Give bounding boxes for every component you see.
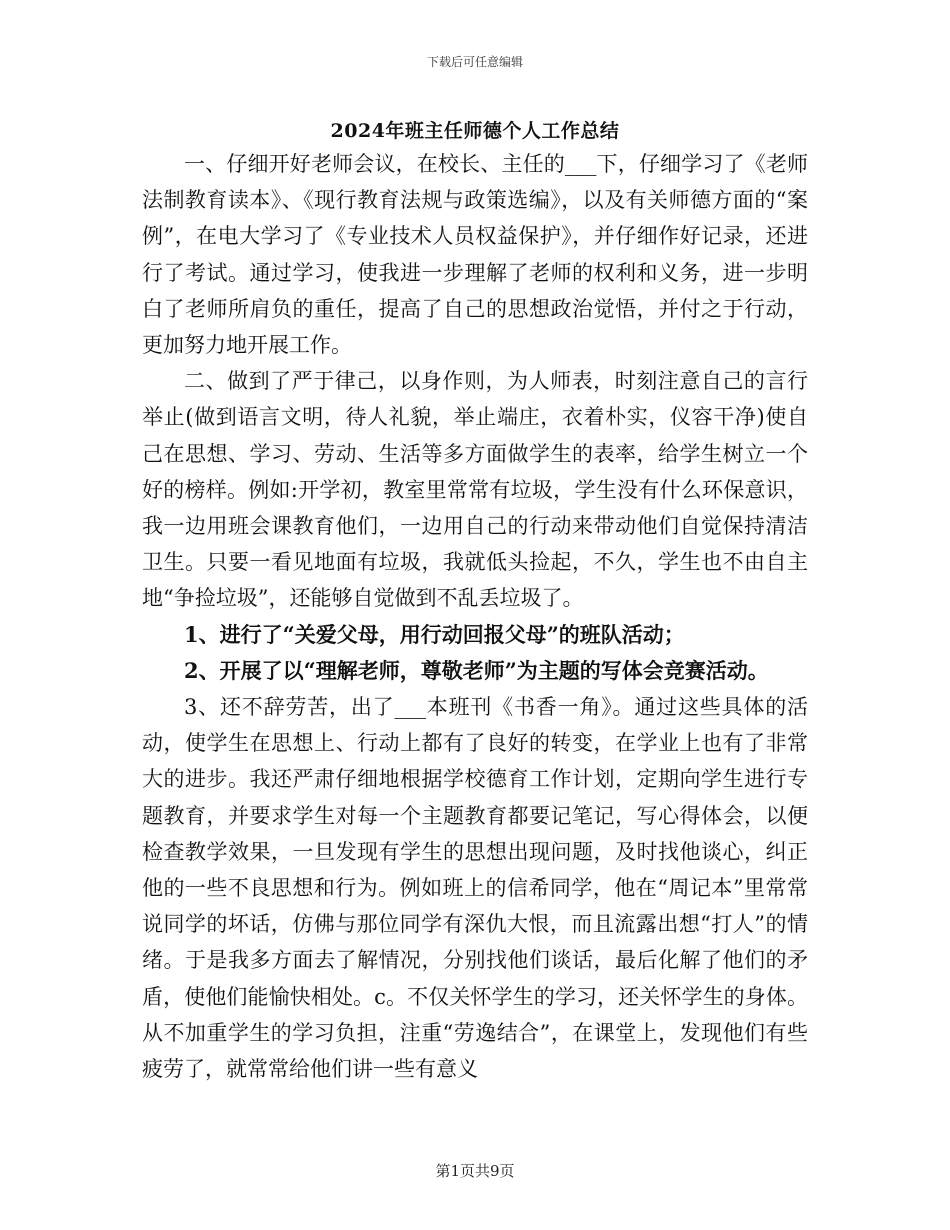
download-note: 下载后可任意编辑 — [426, 55, 523, 69]
paragraph-2: 二、做到了严于律己，以身作则，为人师表，时刻注意自己的言行举止(做到语言文明，待人礼貌，举止端庄，衣着朴实，仪容干净)使自己在思想、学习、劳动、生活等多方面做学生的表率，给学生树立一个好的榜样。例如:开学初，教室里常常有垃圾，学生没有什么环保意识，我一边用班会课教育他们，一边用自己的行动来带动他们自觉保持清洁卫生。只要一看见地面有垃圾，我就低头捡起，不久，学生也不由自主地“争捡垃圾”，还能够自觉做到不乱丢垃圾了。 — [142, 369, 808, 611]
paragraph-3: 3、还不辞劳苦，出了___本班刊《书香一角》。通过这些具体的活动，使学生在思想上、行动上都有了良好的转变，在学业上也有了非常大的进步。我还严肃仔细地根据学校德育工作计划，定期向学生进行专题教育，并要求学生对每一个主题教育都要记笔记，写心得体会，以便检查教学效果，一旦发现有学生的思想出现问题，及时找他谈心，纠正他的一些不良思想和行为。例如班上的信希同学，他在“周记本”里常常说同学的坏话，仿佛与那位同学有深仇大恨，而且流露出想“打人”的情绪。于是我多方面去了解情况，分别找他们谈话，最后化解了他们的矛盾，使他们能愉快相处。c。不仅关怀学生的学习，还关怀学生的身体。从不加重学生的学习负担，注重“劳逸结合”，在课堂上，发现他们有些疲劳了，就常常给他们讲一些有意义 — [142, 695, 808, 1082]
document-body — [142, 146, 808, 1087]
list-item-2: 2、开展了以“理解老师，尊敬老师”为主题的写体会竞赛活动。 — [184, 657, 769, 683]
page-number: 第1页共9页 — [435, 1162, 515, 1180]
paragraph-1: 一、仔细开好老师会议，在校长、主任的___下，仔细学习了《老师法制教育读本》、《现行教育法规与政策选编》，以及有关师德方面的“案例”，在电大学习了《专业技术人员权益保护》，并仔细作好记录，还进行了考试。通过学习，使我进一步理解了老师的权利和义务，进一步明白了老师所肩负的重任，提高了自己的思想政治觉悟，并付之于行动，更加努力地开展工作。 — [142, 152, 808, 358]
list-item-1: 1、进行了“关爱父母，用行动回报父母”的班队活动； — [184, 621, 685, 647]
document-title: 2024年班主任师德个人工作总结 — [330, 120, 620, 142]
